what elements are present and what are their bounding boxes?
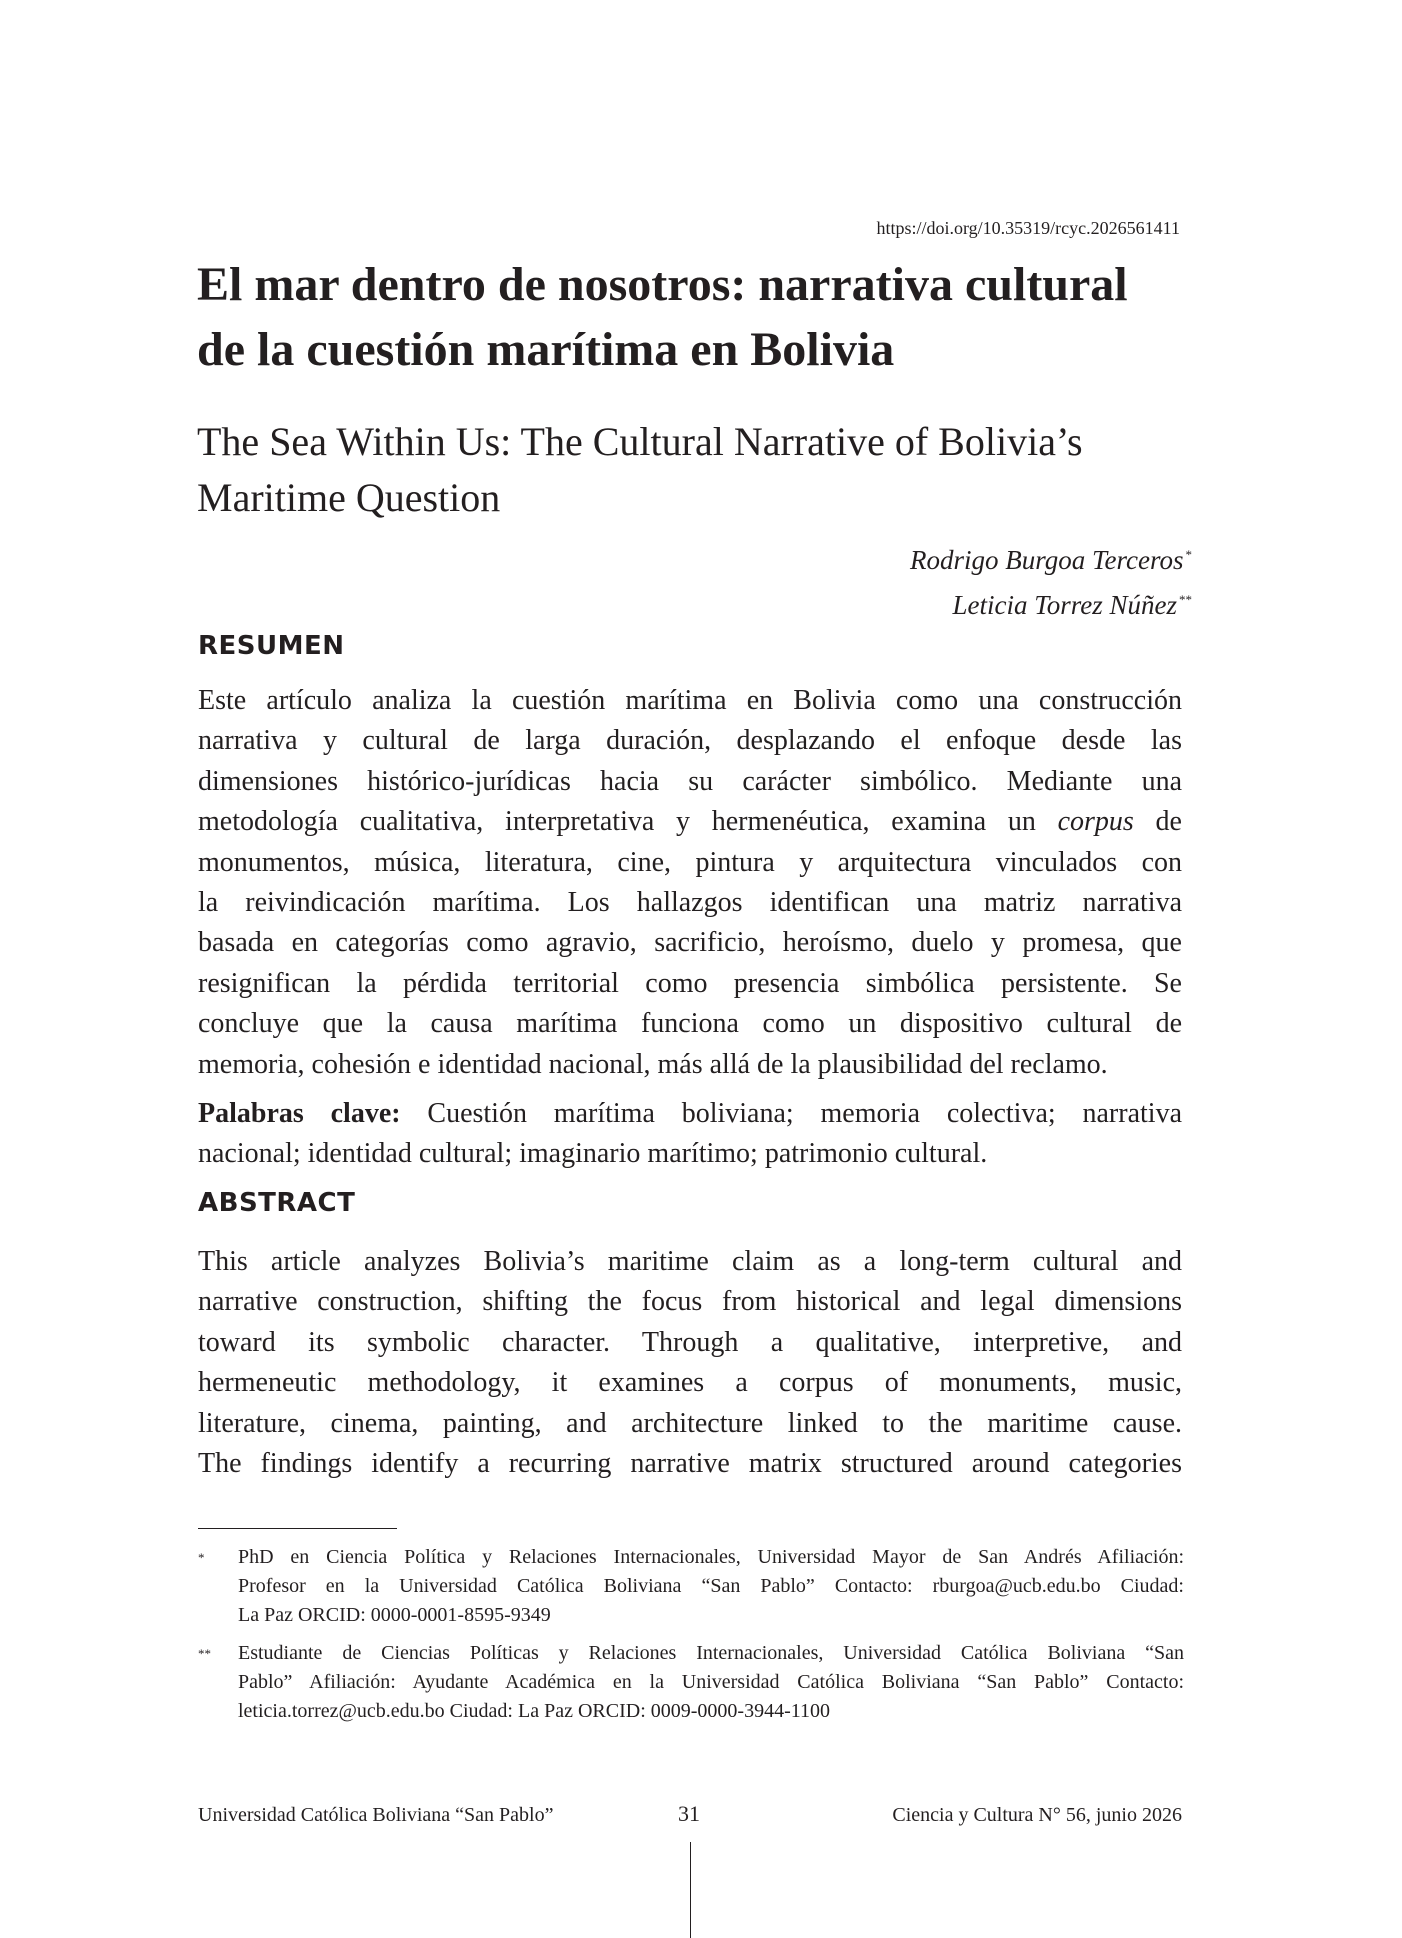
- text-line: nacional; identidad cultural; imaginario marítimo; patrimonio cultural.: [198, 1138, 988, 1170]
- text-line: La Paz ORCID: 0000-0001-8595-9349: [238, 1604, 551, 1626]
- article-title: [197, 252, 1197, 382]
- text-line: la reivindicación marítima. Los hallazgos identifican una matriz narrativa: [198, 887, 1182, 919]
- footnote-marker: **: [1179, 592, 1192, 607]
- keywords-label: Palabras clave:: [198, 1098, 401, 1129]
- author-1: Rodrigo Burgoa Terceros *: [909, 545, 1192, 575]
- text-line: narrativa y cultural de larga duración, desplazando el enfoque desde las: [198, 725, 1182, 757]
- footnote-divider: [198, 1528, 397, 1529]
- footer-journal: Ciencia y Cultura N° 56, junio 2026: [892, 1804, 1182, 1826]
- text-line: Este artículo analiza la cuestión marítima en Bolivia como una construcción: [198, 685, 1182, 716]
- article-subtitle: [197, 414, 1197, 526]
- page-number: 31: [678, 1801, 700, 1826]
- footnote-marker: **: [198, 1646, 211, 1661]
- text-line: monumentos, música, literatura, cine, pintura y arquitectura vinculados con: [198, 846, 1182, 878]
- footer-institution: Universidad Católica Boliviana “San Pablo”: [198, 1804, 554, 1826]
- text-line: literature, cinema, painting, and architecture linked to the maritime cause.: [198, 1407, 1182, 1439]
- text-line: metodología cualitativa, interpretativa y hermenéutica, examina un corpus de: [198, 806, 1182, 838]
- italic-term: corpus: [1057, 806, 1134, 838]
- author-list: [910, 535, 1192, 625]
- text-line: PhD en Ciencia Política y Relaciones Internacionales, Universidad Mayor de San Andrés Afiliación:: [238, 1546, 1184, 1568]
- text-line: This article analyzes Bolivia’s maritime claim as a long-term cultural and: [198, 1246, 1182, 1277]
- resumen-heading: RESUMEN: [198, 631, 345, 661]
- text-line: concluye que la causa marítima funciona como un dispositivo cultural de: [198, 1008, 1182, 1040]
- text-line: leticia.torrez@ucb.edu.bo Ciudad: La Paz ORCID: 0009-0000-3944-1100: [238, 1700, 830, 1722]
- abstract-paragraph: [198, 1242, 1182, 1484]
- text-line: basada en categorías como agravio, sacrificio, heroísmo, duelo y promesa, que: [198, 927, 1182, 959]
- author-2: Leticia Torrez Núñez **: [952, 590, 1192, 620]
- title-line: de la cuestión marítima en Bolivia: [197, 323, 895, 376]
- title-line: El mar dentro de nosotros: narrativa cultural: [197, 258, 1128, 311]
- text-line: The findings identify a recurring narrative matrix structured around categories: [198, 1448, 1182, 1480]
- resumen-paragraph: [198, 681, 1182, 1085]
- text-line: hermeneutic methodology, it examines a corpus of monuments, music,: [198, 1367, 1182, 1399]
- text-line: Profesor en la Universidad Católica Boliviana “San Pablo” Contacto: rburgoa@ucb.edu.bo Ciudad:: [238, 1575, 1184, 1597]
- footnote-marker: *: [1185, 547, 1192, 562]
- keywords-paragraph: [198, 1094, 1182, 1175]
- doi-link[interactable]: https://doi.org/10.35319/rcyc.2026561411: [876, 218, 1180, 238]
- text-line: memoria, cohesión e identidad nacional, más allá de la plausibilidad del reclamo.: [198, 1048, 1108, 1080]
- text-line: resignifican la pérdida territorial como presencia simbólica persistente. Se: [198, 967, 1182, 999]
- subtitle-line: Maritime Question: [197, 475, 501, 520]
- subtitle-line: The Sea Within Us: The Cultural Narrative of Bolivia’s: [197, 419, 1083, 464]
- abstract-heading: ABSTRACT: [198, 1188, 356, 1218]
- text-line: Pablo” Afiliación: Ayudante Académica en la Universidad Católica Boliviana “San Pablo” Contacto:: [238, 1671, 1184, 1693]
- text-line: Palabras clave: Cuestión marítima boliviana; memoria colectiva; narrativa: [198, 1098, 1182, 1129]
- footnote-marker: *: [198, 1550, 205, 1565]
- text-line: dimensiones histórico-jurídicas hacia su carácter simbólico. Mediante una: [198, 765, 1182, 797]
- footnote-2: [198, 1639, 1184, 1726]
- text-line: Estudiante de Ciencias Políticas y Relaciones Internacionales, Universidad Católica Boliviana “San: [238, 1642, 1184, 1664]
- text-line: narrative construction, shifting the focus from historical and legal dimensions: [198, 1286, 1182, 1318]
- text-line: toward its symbolic character. Through a qualitative, interpretive, and: [198, 1326, 1182, 1358]
- footer-divider: [690, 1842, 691, 1938]
- footnote-1: [198, 1543, 1184, 1630]
